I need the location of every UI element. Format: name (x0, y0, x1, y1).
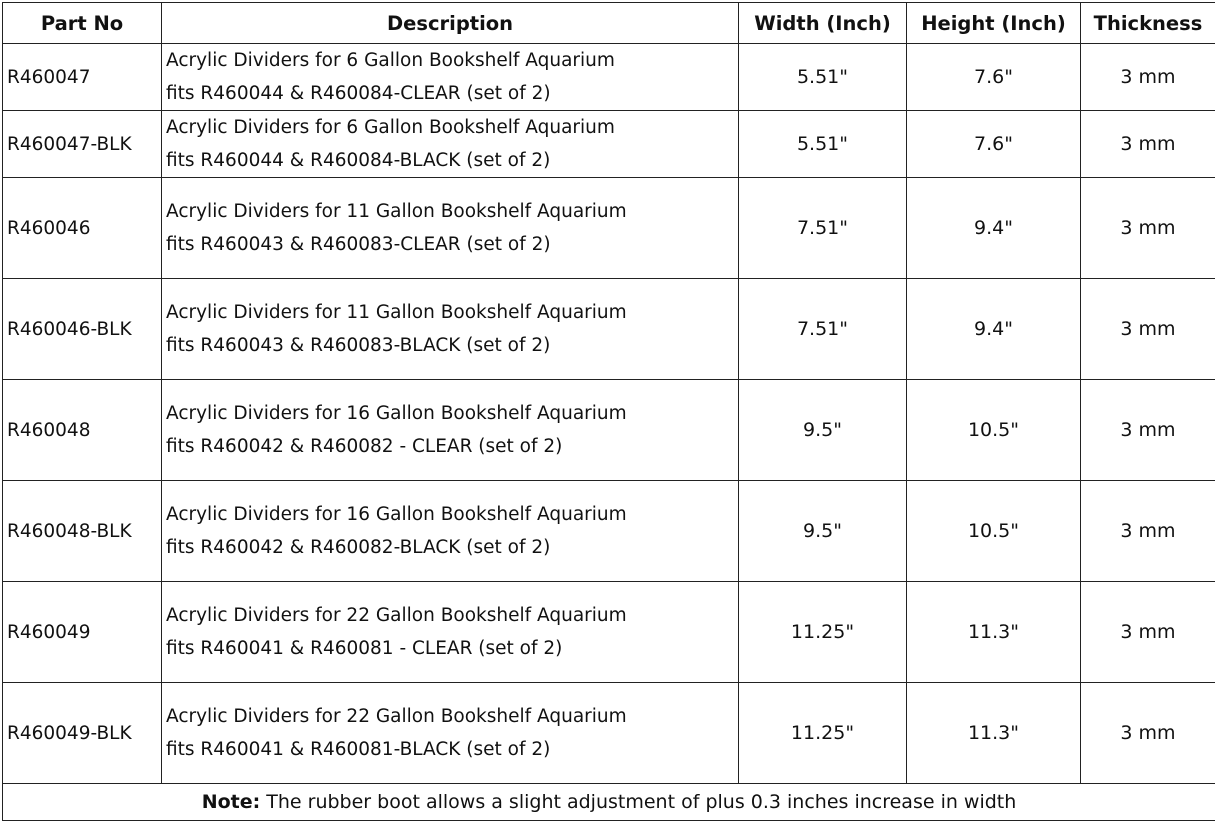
table-row (3, 44, 1215, 111)
description-line-1: Acrylic Dividers for 6 Gallon Bookshelf Aquarium (166, 117, 615, 138)
description-line-1: Acrylic Dividers for 11 Gallon Bookshelf Aquarium (166, 302, 627, 323)
table-row (3, 683, 1215, 784)
table-row (3, 582, 1215, 683)
note-row (3, 784, 1215, 821)
note-cell (3, 784, 1215, 821)
header-part-no: Part No (3, 3, 162, 44)
height-cell: 10.5" (907, 380, 1081, 481)
table-row (3, 279, 1215, 380)
table-row (3, 380, 1215, 481)
description-line-2: fits R460041 & R460081-BLACK (set of 2) (166, 739, 551, 760)
thickness-cell: 3 mm (1081, 380, 1215, 481)
width-cell: 11.25" (739, 582, 907, 683)
description-cell (162, 380, 739, 481)
parts-table (2, 2, 1215, 821)
thickness-cell: 3 mm (1081, 111, 1215, 178)
description-cell (162, 178, 739, 279)
description-cell (162, 683, 739, 784)
thickness-cell: 3 mm (1081, 481, 1215, 582)
width-cell: 7.51" (739, 178, 907, 279)
description-line-1: Acrylic Dividers for 22 Gallon Bookshelf Aquarium (166, 706, 627, 727)
description-line-2: fits R460042 & R460082 - CLEAR (set of 2) (166, 436, 563, 457)
width-cell: 5.51" (739, 111, 907, 178)
description-cell (162, 44, 739, 111)
table-row (3, 111, 1215, 178)
thickness-cell: 3 mm (1081, 279, 1215, 380)
height-cell: 11.3" (907, 683, 1081, 784)
description-line-2: fits R460042 & R460082-BLACK (set of 2) (166, 537, 551, 558)
header-description: Description (162, 3, 739, 44)
width-cell: 11.25" (739, 683, 907, 784)
part-number-cell: R460047-BLK (3, 111, 162, 178)
header-height: Height (Inch) (907, 3, 1081, 44)
width-cell: 7.51" (739, 279, 907, 380)
header-thickness: Thickness (1081, 3, 1215, 44)
part-number-cell: R460048 (3, 380, 162, 481)
description-line-2: fits R460043 & R460083-CLEAR (set of 2) (166, 234, 551, 255)
description-line-1: Acrylic Dividers for 16 Gallon Bookshelf Aquarium (166, 403, 627, 424)
part-number-cell: R460049-BLK (3, 683, 162, 784)
height-cell: 10.5" (907, 481, 1081, 582)
part-number-cell: R460048-BLK (3, 481, 162, 582)
header-row (3, 3, 1215, 44)
note-label: Note: (201, 791, 261, 813)
height-cell: 11.3" (907, 582, 1081, 683)
thickness-cell: 3 mm (1081, 582, 1215, 683)
thickness-cell: 3 mm (1081, 683, 1215, 784)
width-cell: 9.5" (739, 481, 907, 582)
height-cell: 7.6" (907, 111, 1081, 178)
table-row (3, 178, 1215, 279)
part-number-cell: R460046 (3, 178, 162, 279)
width-cell: 5.51" (739, 44, 907, 111)
thickness-cell: 3 mm (1081, 44, 1215, 111)
part-number-cell: R460047 (3, 44, 162, 111)
height-cell: 9.4" (907, 178, 1081, 279)
description-line-1: Acrylic Dividers for 11 Gallon Bookshelf Aquarium (166, 201, 627, 222)
description-cell (162, 111, 739, 178)
description-line-2: fits R460043 & R460083-BLACK (set of 2) (166, 335, 551, 356)
description-line-2: fits R460044 & R460084-CLEAR (set of 2) (166, 83, 551, 104)
description-cell (162, 582, 739, 683)
description-cell (162, 279, 739, 380)
height-cell: 7.6" (907, 44, 1081, 111)
header-width: Width (Inch) (739, 3, 907, 44)
description-line-1: Acrylic Dividers for 22 Gallon Bookshelf Aquarium (166, 605, 627, 626)
thickness-cell: 3 mm (1081, 178, 1215, 279)
description-line-2: fits R460044 & R460084-BLACK (set of 2) (166, 150, 551, 171)
description-line-1: Acrylic Dividers for 16 Gallon Bookshelf Aquarium (166, 504, 627, 525)
width-cell: 9.5" (739, 380, 907, 481)
part-number-cell: R460046-BLK (3, 279, 162, 380)
part-number-cell: R460049 (3, 582, 162, 683)
description-line-2: fits R460041 & R460081 - CLEAR (set of 2) (166, 638, 563, 659)
note-text: The rubber boot allows a slight adjustment of plus 0.3 inches increase in width (260, 791, 1017, 813)
description-cell (162, 481, 739, 582)
height-cell: 9.4" (907, 279, 1081, 380)
description-line-1: Acrylic Dividers for 6 Gallon Bookshelf Aquarium (166, 50, 615, 71)
table-row (3, 481, 1215, 582)
